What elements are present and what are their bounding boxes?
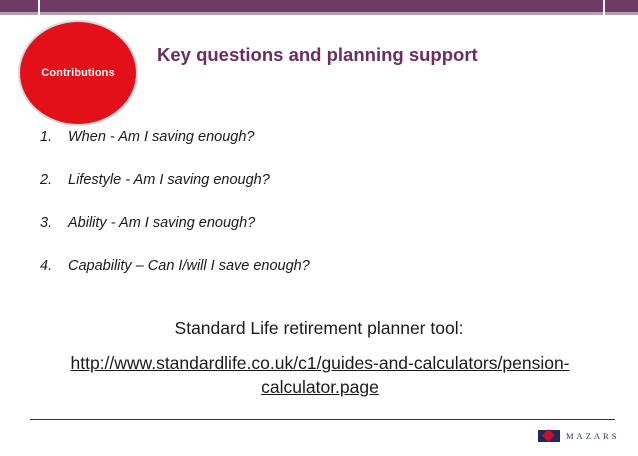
list-item-number: 4.: [40, 258, 53, 274]
questions-list: [40, 127, 310, 299]
list-item-number: 1.: [40, 129, 53, 145]
header-divider: [603, 0, 605, 15]
list-item-number: 2.: [40, 172, 53, 188]
list-item-number: 3.: [40, 215, 53, 231]
list-item-text: When - Am I saving enough?: [68, 129, 255, 145]
planner-tool-label: Standard Life retirement planner tool:: [174, 318, 464, 338]
list-item-text: Lifestyle - Am I saving enough?: [68, 172, 270, 188]
mazars-logo-icon: [538, 430, 560, 442]
list-item-text: Capability – Can I/will I save enough?: [68, 258, 310, 274]
list-item: [40, 256, 310, 299]
top-header-accent: [0, 12, 638, 15]
top-header-bar: [0, 0, 638, 12]
list-item: [40, 170, 310, 213]
mazars-logo-text: MAZARS: [566, 431, 620, 441]
planner-tool-link[interactable]: [30, 351, 610, 399]
slide-title: Key questions and planning support: [157, 44, 478, 65]
header-divider: [38, 0, 40, 15]
contributions-badge: [20, 22, 136, 124]
badge-label: Contributions: [41, 67, 115, 79]
mazars-logo: [538, 430, 619, 442]
list-item-text: Ability - Am I saving enough?: [68, 215, 256, 231]
list-item: [40, 213, 310, 256]
planner-tool-link-line2[interactable]: calculator.page: [261, 377, 379, 397]
footer-divider: [30, 419, 615, 420]
list-item: [40, 127, 310, 170]
planner-tool-link-line1[interactable]: http://www.standardlife.co.uk/c1/guides-and-calculators/pension-: [70, 353, 570, 373]
